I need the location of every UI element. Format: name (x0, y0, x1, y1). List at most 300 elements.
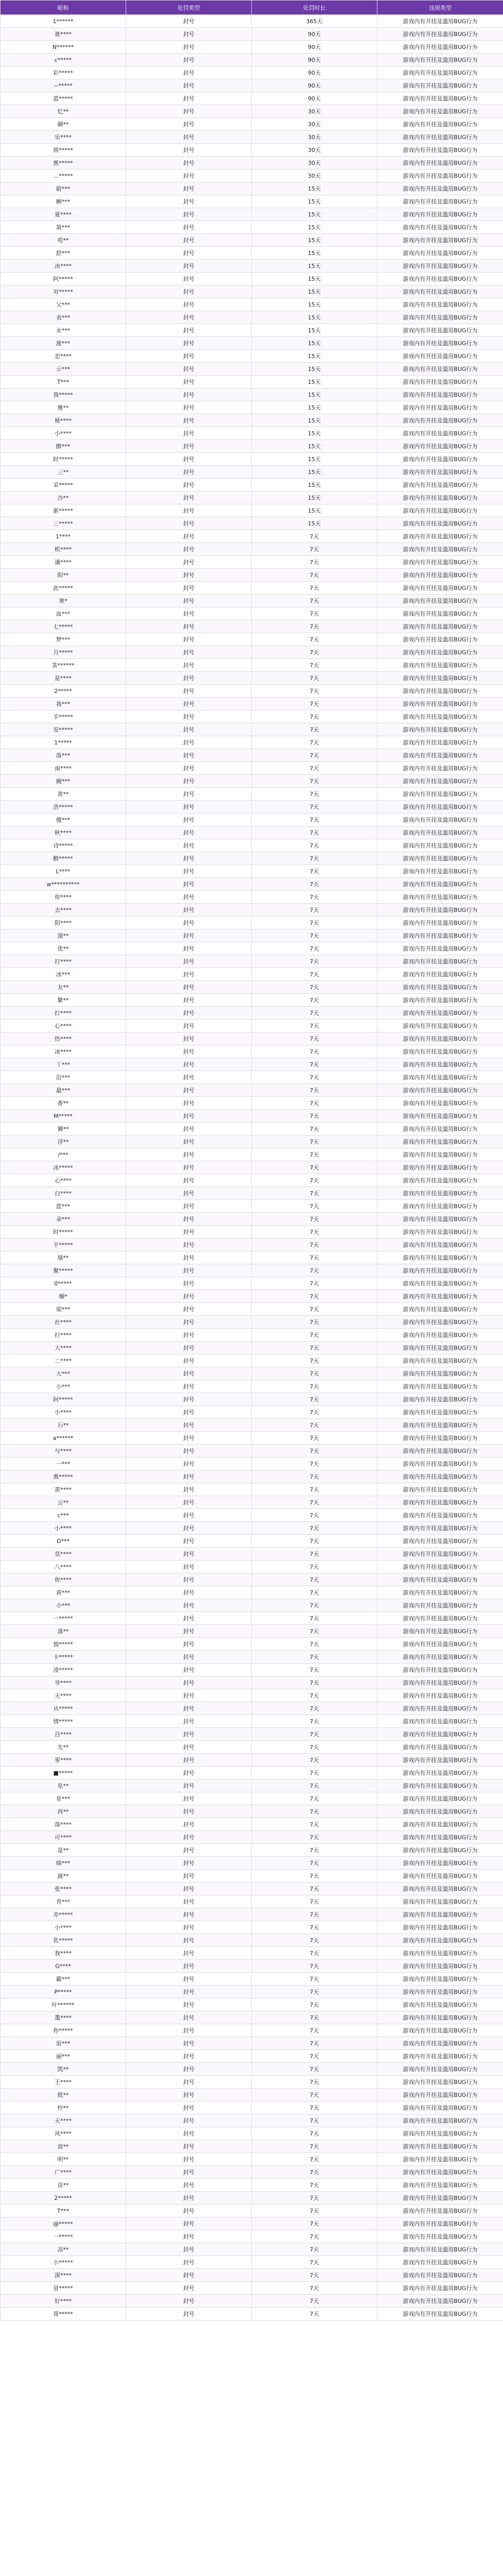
table-row (1, 1509, 503, 1522)
violation-type-cell: 游戏内有开挂及滥用BUG行为 (377, 92, 503, 105)
table-row (1, 1007, 503, 1020)
table-row (1, 1032, 503, 1045)
punish-type-cell: 封号 (126, 1561, 252, 1573)
duration-cell: 7天 (252, 1032, 377, 1045)
duration-cell: 7天 (252, 1973, 377, 1986)
violation-type-cell: 游戏内有开挂及滥用BUG行为 (377, 1277, 503, 1290)
table-row (1, 1136, 503, 1148)
violation-type-cell: 游戏内有开挂及滥用BUG行为 (377, 1818, 503, 1831)
punish-type-cell: 封号 (126, 15, 252, 28)
punish-type-cell: 封号 (126, 1032, 252, 1045)
table-row (1, 1831, 503, 1844)
header-punish-duration: 处罚时长 (252, 1, 377, 15)
duration-cell: 7天 (252, 1213, 377, 1226)
duration-cell: 7天 (252, 981, 377, 994)
nickname-cell: 安***** (1, 723, 126, 736)
duration-cell: 7天 (252, 839, 377, 852)
violation-type-cell: 游戏内有开挂及滥用BUG行为 (377, 376, 503, 388)
punish-type-cell: 封号 (126, 1921, 252, 1934)
violation-type-cell: 游戏内有开挂及滥用BUG行为 (377, 659, 503, 672)
nickname-cell: 张**** (1, 1883, 126, 1895)
violation-type-cell: 游戏内有开挂及滥用BUG行为 (377, 2127, 503, 2140)
table-row (1, 15, 503, 28)
punish-type-cell: 封号 (126, 1844, 252, 1857)
duration-cell: 7天 (252, 1831, 377, 1844)
duration-cell: 7天 (252, 814, 377, 826)
duration-cell: 7天 (252, 1870, 377, 1883)
punish-type-cell: 封号 (126, 92, 252, 105)
table-row (1, 2308, 503, 2320)
nickname-cell: T*** (1, 2205, 126, 2217)
nickname-cell: 蕉***** (1, 157, 126, 170)
nickname-cell: 阿***** (1, 273, 126, 285)
duration-cell: 7天 (252, 878, 377, 891)
violation-type-cell: 游戏内有开挂及滥用BUG行为 (377, 1831, 503, 1844)
duration-cell: 7天 (252, 1883, 377, 1895)
nickname-cell: 醉***** (1, 852, 126, 865)
duration-cell: 7天 (252, 1020, 377, 1032)
duration-cell: 15天 (252, 221, 377, 234)
duration-cell: 365天 (252, 15, 377, 28)
duration-cell: 15天 (252, 195, 377, 208)
nickname-cell: T*** (1, 376, 126, 388)
violation-type-cell: 游戏内有开挂及滥用BUG行为 (377, 1664, 503, 1676)
nickname-cell: 阿***** (1, 1393, 126, 1406)
table-row (1, 1290, 503, 1303)
duration-cell: 7天 (252, 1097, 377, 1110)
violation-type-cell: 游戏内有开挂及滥用BUG行为 (377, 247, 503, 260)
violation-type-cell: 游戏内有开挂及滥用BUG行为 (377, 2243, 503, 2256)
nickname-cell: 青*** (1, 1895, 126, 1908)
punish-type-cell: 封号 (126, 234, 252, 247)
violation-type-cell: 游戏内有开挂及滥用BUG行为 (377, 1689, 503, 1702)
nickname-cell: 可**** (1, 1831, 126, 1844)
nickname-cell: 白**** (1, 1187, 126, 1200)
punish-type-cell: 封号 (126, 891, 252, 904)
nickname-cell: 落** (1, 1625, 126, 1638)
duration-cell: 7天 (252, 1110, 377, 1123)
punish-type-cell: 封号 (126, 1316, 252, 1329)
table-row (1, 388, 503, 401)
violation-type-cell: 游戏内有开挂及滥用BUG行为 (377, 1715, 503, 1728)
duration-cell: 7天 (252, 1908, 377, 1921)
table-row (1, 492, 503, 504)
punish-type-cell: 封号 (126, 1380, 252, 1393)
punish-type-cell: 封号 (126, 1303, 252, 1316)
duration-cell: 15天 (252, 298, 377, 311)
table-row (1, 1148, 503, 1161)
punish-type-cell: 封号 (126, 1045, 252, 1058)
table-row (1, 479, 503, 492)
duration-cell: 7天 (252, 620, 377, 633)
punish-type-cell: 封号 (126, 1934, 252, 1947)
punish-type-cell: 封号 (126, 427, 252, 440)
nickname-cell: 小**** (1, 1921, 126, 1934)
table-row (1, 814, 503, 826)
violation-type-cell: 游戏内有开挂及滥用BUG行为 (377, 1342, 503, 1354)
nickname-cell: 此***** (1, 582, 126, 595)
violation-type-cell: 游戏内有开挂及滥用BUG行为 (377, 1329, 503, 1342)
duration-cell: 90天 (252, 54, 377, 66)
table-row (1, 208, 503, 221)
nickname-cell: 心**** (1, 1174, 126, 1187)
nickname-cell: 菠*** (1, 337, 126, 350)
table-row (1, 54, 503, 66)
nickname-cell: ~***** (1, 79, 126, 92)
table-row (1, 2127, 503, 2140)
punish-type-cell: 封号 (126, 144, 252, 157)
punish-type-cell: 封号 (126, 981, 252, 994)
nickname-cell: 零**** (1, 1754, 126, 1767)
table-row (1, 1702, 503, 1715)
table-row (1, 1020, 503, 1032)
nickname-cell: 我***** (1, 388, 126, 401)
table-row (1, 1741, 503, 1754)
punish-type-cell: 封号 (126, 1715, 252, 1728)
duration-cell: 7天 (252, 904, 377, 917)
nickname-cell: c***** (1, 54, 126, 66)
punish-type-cell: 封号 (126, 2127, 252, 2140)
table-row (1, 2243, 503, 2256)
nickname-cell: 时***** (1, 1226, 126, 1239)
duration-cell: 7天 (252, 1754, 377, 1767)
duration-cell: 7天 (252, 1638, 377, 1651)
nickname-cell: 冰**** (1, 260, 126, 273)
duration-cell: 15天 (252, 182, 377, 195)
punish-type-cell: 封号 (126, 2153, 252, 2166)
table-row (1, 1458, 503, 1470)
punish-type-cell: 封号 (126, 401, 252, 414)
violation-type-cell: 游戏内有开挂及滥用BUG行为 (377, 466, 503, 479)
violation-type-cell: 游戏内有开挂及滥用BUG行为 (377, 2308, 503, 2320)
nickname-cell: 谁**** (1, 28, 126, 41)
punish-type-cell: 封号 (126, 1419, 252, 1432)
table-row (1, 247, 503, 260)
violation-type-cell: 游戏内有开挂及滥用BUG行为 (377, 1045, 503, 1058)
nickname-cell: 阳**** (1, 917, 126, 929)
duration-cell: 7天 (252, 1136, 377, 1148)
punish-type-cell: 封号 (126, 1161, 252, 1174)
nickname-cell: 手***** (1, 710, 126, 723)
punish-type-cell: 封号 (126, 1264, 252, 1277)
header-nickname: 昵称 (1, 1, 126, 15)
violation-type-cell: 游戏内有开挂及滥用BUG行为 (377, 1071, 503, 1084)
table-row (1, 595, 503, 607)
violation-type-cell: 游戏内有开挂及滥用BUG行为 (377, 1535, 503, 1548)
punish-type-cell: 封号 (126, 994, 252, 1007)
table-row (1, 1612, 503, 1625)
punish-type-cell: 封号 (126, 968, 252, 981)
nickname-cell: 热**** (1, 1032, 126, 1045)
duration-cell: 7天 (252, 1058, 377, 1071)
punish-type-cell: 封号 (126, 1239, 252, 1251)
nickname-cell: 一***** (1, 1612, 126, 1625)
duration-cell: 7天 (252, 1367, 377, 1380)
duration-cell: 7天 (252, 1651, 377, 1664)
violation-type-cell: 游戏内有开挂及滥用BUG行为 (377, 388, 503, 401)
duration-cell: 15天 (252, 311, 377, 324)
violation-type-cell: 游戏内有开挂及滥用BUG行为 (377, 929, 503, 942)
duration-cell: 7天 (252, 1483, 377, 1496)
punish-type-cell: 封号 (126, 1226, 252, 1239)
nickname-cell: 燕***** (1, 1470, 126, 1483)
duration-cell: 7天 (252, 749, 377, 762)
table-row (1, 672, 503, 685)
punish-type-cell: 封号 (126, 2192, 252, 2205)
duration-cell: 7天 (252, 543, 377, 556)
violation-type-cell: 游戏内有开挂及滥用BUG行为 (377, 144, 503, 157)
punish-type-cell: 封号 (126, 2166, 252, 2179)
nickname-cell: 平***** (1, 1239, 126, 1251)
violation-type-cell: 游戏内有开挂及滥用BUG行为 (377, 1947, 503, 1960)
nickname-cell: 朵*** (1, 1213, 126, 1226)
table-row (1, 1419, 503, 1432)
duration-cell: 7天 (252, 1535, 377, 1548)
violation-type-cell: 游戏内有开挂及滥用BUG行为 (377, 942, 503, 955)
violation-type-cell: 游戏内有开挂及滥用BUG行为 (377, 723, 503, 736)
nickname-cell: 风**** (1, 2127, 126, 2140)
violation-type-cell: 游戏内有开挂及滥用BUG行为 (377, 1625, 503, 1638)
table-row (1, 131, 503, 144)
punish-type-cell: 封号 (126, 440, 252, 453)
table-row (1, 273, 503, 285)
table-row (1, 1998, 503, 2011)
violation-type-cell: 游戏内有开挂及滥用BUG行为 (377, 1393, 503, 1406)
table-row (1, 1728, 503, 1741)
duration-cell: 7天 (252, 762, 377, 775)
punish-type-cell: 封号 (126, 170, 252, 182)
table-row (1, 1805, 503, 1818)
table-row (1, 917, 503, 929)
punish-type-cell: 封号 (126, 517, 252, 530)
duration-cell: 7天 (252, 2295, 377, 2308)
table-row (1, 904, 503, 917)
nickname-cell: 你**** (1, 1573, 126, 1586)
duration-cell: 15天 (252, 208, 377, 221)
punish-type-cell: 封号 (126, 1020, 252, 1032)
nickname-cell: 浩***** (1, 801, 126, 814)
table-row (1, 1792, 503, 1805)
table-row (1, 2153, 503, 2166)
violation-type-cell: 游戏内有开挂及滥用BUG行为 (377, 118, 503, 131)
nickname-cell: 八**** (1, 1561, 126, 1573)
punish-type-cell: 封号 (126, 607, 252, 620)
duration-cell: 7天 (252, 2153, 377, 2166)
punish-type-cell: 封号 (126, 1251, 252, 1264)
punish-type-cell: 封号 (126, 479, 252, 492)
punish-type-cell: 封号 (126, 1831, 252, 1844)
violation-type-cell: 游戏内有开挂及滥用BUG行为 (377, 41, 503, 54)
nickname-cell: 时***** (1, 453, 126, 466)
duration-cell: 7天 (252, 1419, 377, 1432)
nickname-cell: 霸*** (1, 1973, 126, 1986)
table-row (1, 41, 503, 54)
violation-type-cell: 游戏内有开挂及滥用BUG行为 (377, 839, 503, 852)
nickname-cell: 再** (1, 1805, 126, 1818)
punish-type-cell: 封号 (126, 1406, 252, 1419)
punish-type-cell: 封号 (126, 801, 252, 814)
duration-cell: 7天 (252, 2308, 377, 2320)
violation-type-cell: 游戏内有开挂及滥用BUG行为 (377, 2050, 503, 2063)
punish-type-cell: 封号 (126, 1432, 252, 1445)
nickname-cell: 星*** (1, 1792, 126, 1805)
duration-cell: 7天 (252, 1251, 377, 1264)
duration-cell: 7天 (252, 723, 377, 736)
table-row (1, 324, 503, 337)
punish-type-cell: 封号 (126, 1277, 252, 1290)
nickname-cell: 天**** (1, 1689, 126, 1702)
violation-type-cell: 游戏内有开挂及滥用BUG行为 (377, 1561, 503, 1573)
violation-type-cell: 游戏内有开挂及滥用BUG行为 (377, 298, 503, 311)
violation-type-cell: 游戏内有开挂及滥用BUG行为 (377, 1651, 503, 1664)
nickname-cell: 是**** (1, 672, 126, 685)
punish-type-cell: 封号 (126, 208, 252, 221)
table-row (1, 1883, 503, 1895)
nickname-cell: 心**** (1, 1020, 126, 1032)
violation-type-cell: 游戏内有开挂及滥用BUG行为 (377, 1290, 503, 1303)
table-row (1, 1084, 503, 1097)
nickname-cell: 恋**** (1, 350, 126, 363)
duration-cell: 7天 (252, 1561, 377, 1573)
punish-type-cell: 封号 (126, 2024, 252, 2037)
table-row (1, 1573, 503, 1586)
nickname-cell: 哥***** (1, 2308, 126, 2320)
duration-cell: 7天 (252, 2024, 377, 2037)
violation-type-cell: 游戏内有开挂及滥用BUG行为 (377, 273, 503, 285)
punish-type-cell: 封号 (126, 543, 252, 556)
violation-type-cell: 游戏内有开挂及滥用BUG行为 (377, 1921, 503, 1934)
violation-type-cell: 游戏内有开挂及滥用BUG行为 (377, 131, 503, 144)
violation-type-cell: 游戏内有开挂及滥用BUG行为 (377, 1870, 503, 1883)
table-row (1, 1548, 503, 1561)
table-row (1, 195, 503, 208)
duration-cell: 7天 (252, 1947, 377, 1960)
nickname-cell: 莫**** (1, 1548, 126, 1561)
violation-type-cell: 游戏内有开挂及滥用BUG行为 (377, 891, 503, 904)
duration-cell: 7天 (252, 2269, 377, 2282)
violation-type-cell: 游戏内有开挂及滥用BUG行为 (377, 1780, 503, 1792)
table-row (1, 2114, 503, 2127)
duration-cell: 7天 (252, 891, 377, 904)
punish-type-cell: 封号 (126, 2217, 252, 2230)
nickname-cell: 你**** (1, 891, 126, 904)
punish-type-cell: 封号 (126, 273, 252, 285)
table-row (1, 2217, 503, 2230)
nickname-cell: 小***** (1, 2256, 126, 2269)
punish-type-cell: 封号 (126, 1458, 252, 1470)
nickname-cell: 与**** (1, 1445, 126, 1458)
duration-cell: 15天 (252, 234, 377, 247)
violation-type-cell: 游戏内有开挂及滥用BUG行为 (377, 1148, 503, 1161)
punish-type-cell: 封号 (126, 131, 252, 144)
punish-type-cell: 封号 (126, 942, 252, 955)
table-row (1, 1097, 503, 1110)
duration-cell: 7天 (252, 994, 377, 1007)
table-row (1, 929, 503, 942)
nickname-cell: 王**** (1, 2076, 126, 2089)
violation-type-cell: 游戏内有开挂及滥用BUG行为 (377, 1251, 503, 1264)
punish-type-cell: 封号 (126, 1612, 252, 1625)
violation-type-cell: 游戏内有开挂及滥用BUG行为 (377, 427, 503, 440)
punish-type-cell: 封号 (126, 775, 252, 788)
nickname-cell: 七***** (1, 620, 126, 633)
table-row (1, 801, 503, 814)
violation-type-cell: 游戏内有开挂及滥用BUG行为 (377, 1380, 503, 1393)
violation-type-cell: 游戏内有开挂及滥用BUG行为 (377, 1908, 503, 1921)
duration-cell: 7天 (252, 801, 377, 814)
punish-type-cell: 封号 (126, 1986, 252, 1998)
violation-type-cell: 游戏内有开挂及滥用BUG行为 (377, 1509, 503, 1522)
table-row (1, 311, 503, 324)
nickname-cell: 丫*** (1, 1058, 126, 1071)
table-row (1, 878, 503, 891)
nickname-cell: 乳***** (1, 1934, 126, 1947)
violation-type-cell: 游戏内有开挂及滥用BUG行为 (377, 1728, 503, 1741)
duration-cell: 7天 (252, 1818, 377, 1831)
table-row (1, 762, 503, 775)
violation-type-cell: 游戏内有开挂及滥用BUG行为 (377, 814, 503, 826)
duration-cell: 7天 (252, 659, 377, 672)
table-row (1, 92, 503, 105)
punish-type-cell: 封号 (126, 195, 252, 208)
table-row (1, 1586, 503, 1599)
punish-type-cell: 封号 (126, 492, 252, 504)
nickname-cell: 浪** (1, 2140, 126, 2153)
duration-cell: 7天 (252, 1522, 377, 1535)
nickname-cell: 1***** (1, 736, 126, 749)
violation-type-cell: 游戏内有开挂及滥用BUG行为 (377, 401, 503, 414)
duration-cell: 7天 (252, 736, 377, 749)
table-row (1, 968, 503, 981)
violation-type-cell: 游戏内有开挂及滥用BUG行为 (377, 337, 503, 350)
violation-type-cell: 游戏内有开挂及滥用BUG行为 (377, 1934, 503, 1947)
nickname-cell: 繁** (1, 994, 126, 1007)
punish-type-cell: 封号 (126, 1767, 252, 1780)
duration-cell: 7天 (252, 2230, 377, 2243)
nickname-cell: 蝌*** (1, 195, 126, 208)
violation-type-cell: 游戏内有开挂及滥用BUG行为 (377, 182, 503, 195)
punish-type-cell: 封号 (126, 595, 252, 607)
violation-type-cell: 游戏内有开挂及滥用BUG行为 (377, 1792, 503, 1805)
violation-type-cell: 游戏内有开挂及滥用BUG行为 (377, 582, 503, 595)
punish-type-cell: 封号 (126, 2256, 252, 2269)
duration-cell: 7天 (252, 2076, 377, 2089)
violation-type-cell: 游戏内有开挂及滥用BUG行为 (377, 2269, 503, 2282)
nickname-cell: /*** (1, 1148, 126, 1161)
nickname-cell: 冰**** (1, 1045, 126, 1058)
nickname-cell: 凯** (1, 2063, 126, 2076)
punish-type-cell: 封号 (126, 1496, 252, 1509)
punish-type-cell: 封号 (126, 221, 252, 234)
duration-cell: 7天 (252, 1625, 377, 1638)
violation-type-cell: 游戏内有开挂及滥用BUG行为 (377, 2011, 503, 2024)
table-row (1, 633, 503, 646)
table-row (1, 1251, 503, 1264)
duration-cell: 7天 (252, 1715, 377, 1728)
violation-type-cell: 游戏内有开挂及滥用BUG行为 (377, 1226, 503, 1239)
table-row (1, 942, 503, 955)
duration-cell: 7天 (252, 1445, 377, 1458)
nickname-cell: 丽*** (1, 2050, 126, 2063)
punish-type-cell: 封号 (126, 2102, 252, 2114)
nickname-cell: 天**** (1, 2114, 126, 2127)
punish-type-cell: 封号 (126, 466, 252, 479)
table-row (1, 2295, 503, 2308)
nickname-cell: 醉*** (1, 440, 126, 453)
violation-type-cell: 游戏内有开挂及滥用BUG行为 (377, 1754, 503, 1767)
duration-cell: 7天 (252, 1380, 377, 1393)
nickname-cell: 石** (1, 1419, 126, 1432)
